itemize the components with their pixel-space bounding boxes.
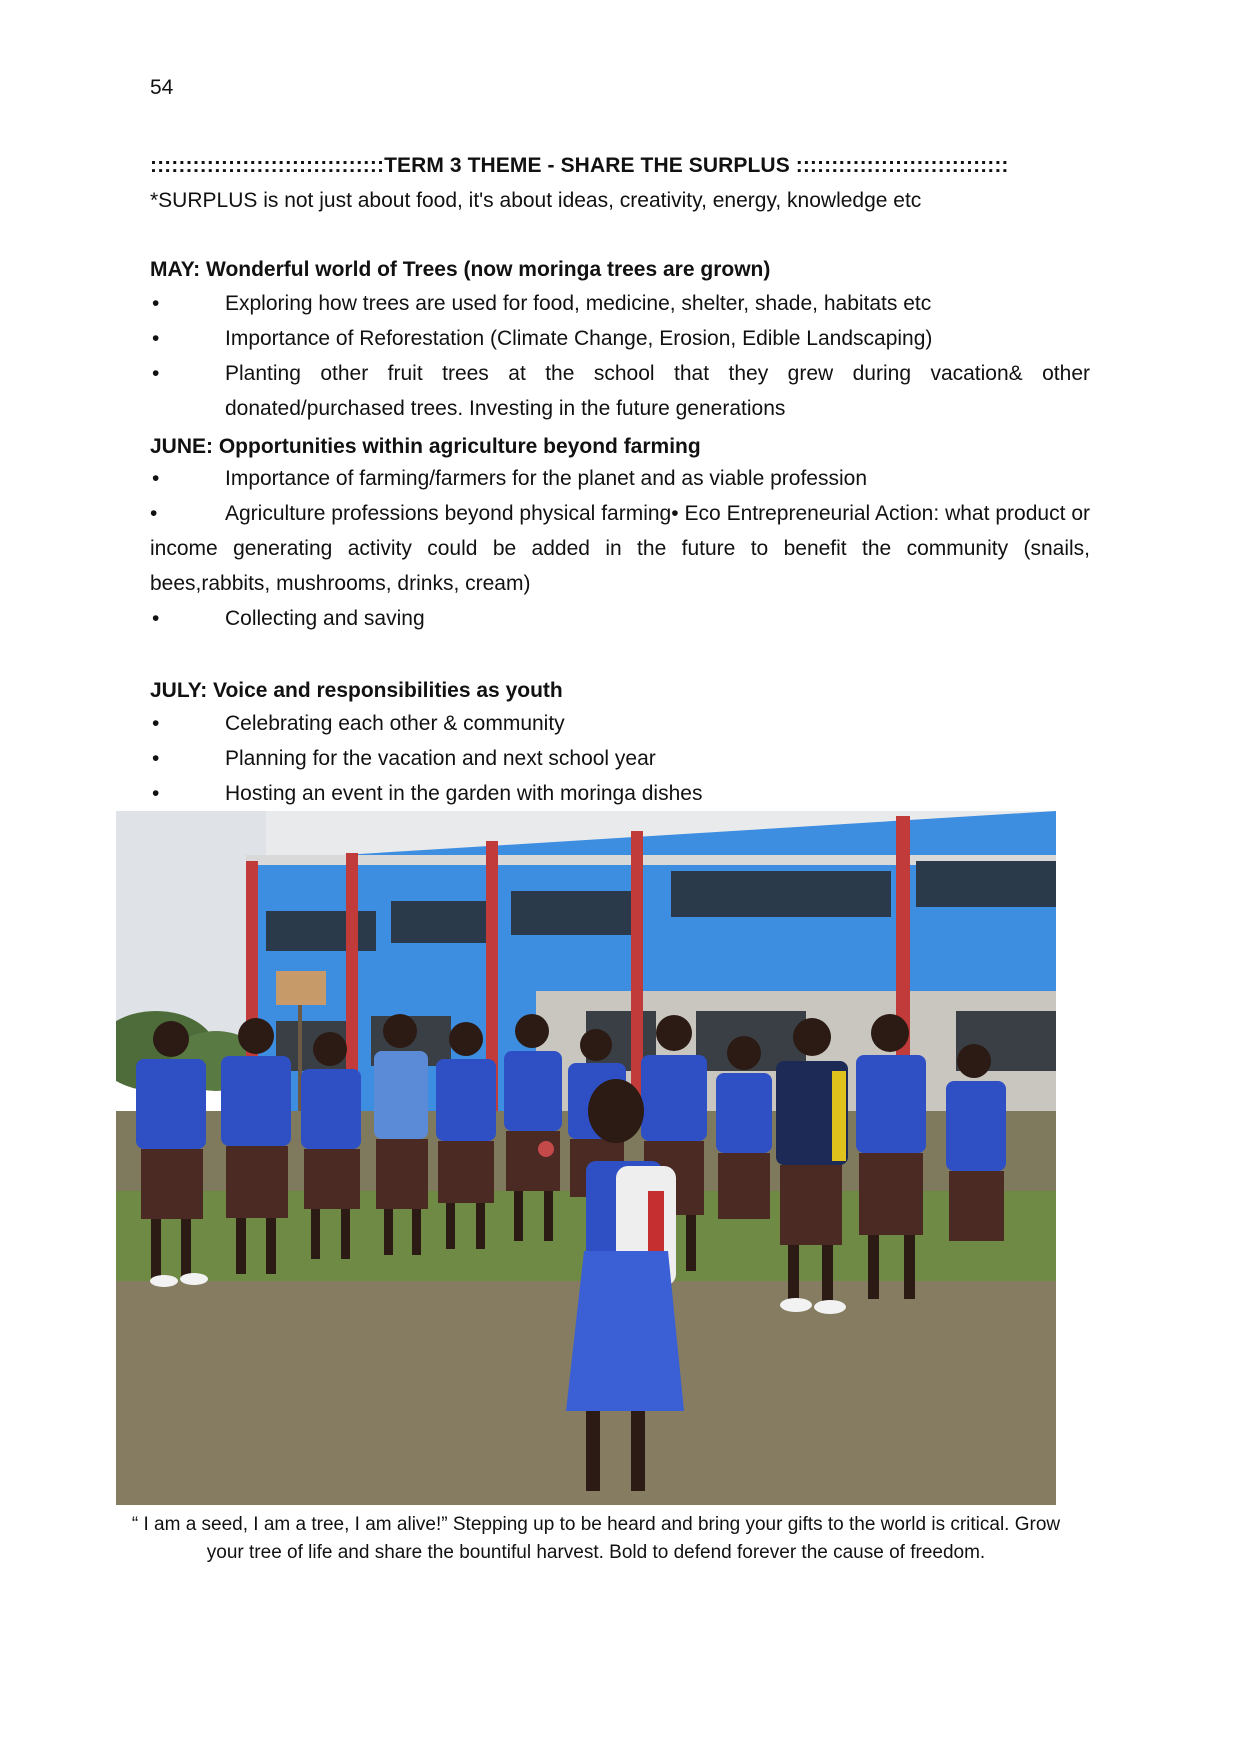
bullet-glyph: • bbox=[152, 327, 160, 350]
list-item-text: Collecting and saving bbox=[225, 607, 425, 630]
list-item bbox=[150, 706, 1090, 741]
list-item bbox=[150, 321, 1090, 356]
bullet-glyph: • bbox=[150, 502, 158, 525]
list-item bbox=[150, 496, 1090, 601]
bullet-glyph: • bbox=[152, 782, 160, 805]
photo-caption: “ I am a seed, I am a tree, I am alive!” Stepping up to be heard and bring your gifts to the world is critical. Grow your tree of life and share the bountiful harvest. Bold to defend forever the cause of freedom. bbox=[131, 1514, 1061, 1563]
list-item-text: Importance of Reforestation (Climate Change, Erosion, Edible Landscaping) bbox=[225, 327, 933, 350]
page-title: :::::::::::::::::::::::::::::::::TERM 3 THEME - SHARE THE SURPLUS :::::::::::::::::::::::::::::: bbox=[150, 154, 1009, 177]
list-item-text: Importance of farming/farmers for the planet and as viable profession bbox=[225, 467, 867, 490]
list-item-text: Planning for the vacation and next school year bbox=[225, 747, 656, 770]
list-item bbox=[150, 286, 1090, 321]
list-item bbox=[150, 776, 1090, 811]
list-item-text: Exploring how trees are used for food, medicine, shelter, shade, habitats etc bbox=[225, 292, 932, 315]
bullet-glyph: • bbox=[152, 712, 160, 735]
bullet-glyph: • bbox=[152, 292, 160, 315]
bullet-glyph: • bbox=[152, 467, 160, 490]
subtitle: *SURPLUS is not just about food, it's about ideas, creativity, energy, knowledge etc bbox=[150, 189, 922, 212]
bullet-glyph: • bbox=[152, 362, 160, 385]
list-item bbox=[150, 356, 1090, 426]
list-item bbox=[150, 741, 1090, 776]
list-item-text: Hosting an event in the garden with moringa dishes bbox=[225, 782, 703, 805]
list-item-text: Celebrating each other & community bbox=[225, 712, 565, 735]
bullet-glyph: • bbox=[152, 747, 160, 770]
list-item-text: Planting other fruit trees at the school that they grew during vacation& other donated/purchased trees. Investing in the future generations bbox=[225, 362, 1090, 420]
photo-students-outside-school bbox=[116, 811, 1056, 1505]
section-heading-may: MAY: Wonderful world of Trees (now moringa trees are grown) bbox=[150, 258, 771, 281]
bullet-glyph: • bbox=[152, 607, 160, 630]
list-item-text: Agriculture professions beyond physical farming• Eco Entrepreneurial Action: what product or income generating activity could be added in the future to benefit the community (snails, bees,rabbits, mushrooms, drinks, cream) bbox=[150, 502, 1090, 595]
section-heading-july: JULY: Voice and responsibilities as youth bbox=[150, 679, 563, 702]
section-heading-june: JUNE: Opportunities within agriculture beyond farming bbox=[150, 435, 701, 458]
list-item bbox=[150, 601, 1090, 636]
page-number: 54 bbox=[150, 76, 174, 99]
list-item bbox=[150, 461, 1090, 496]
